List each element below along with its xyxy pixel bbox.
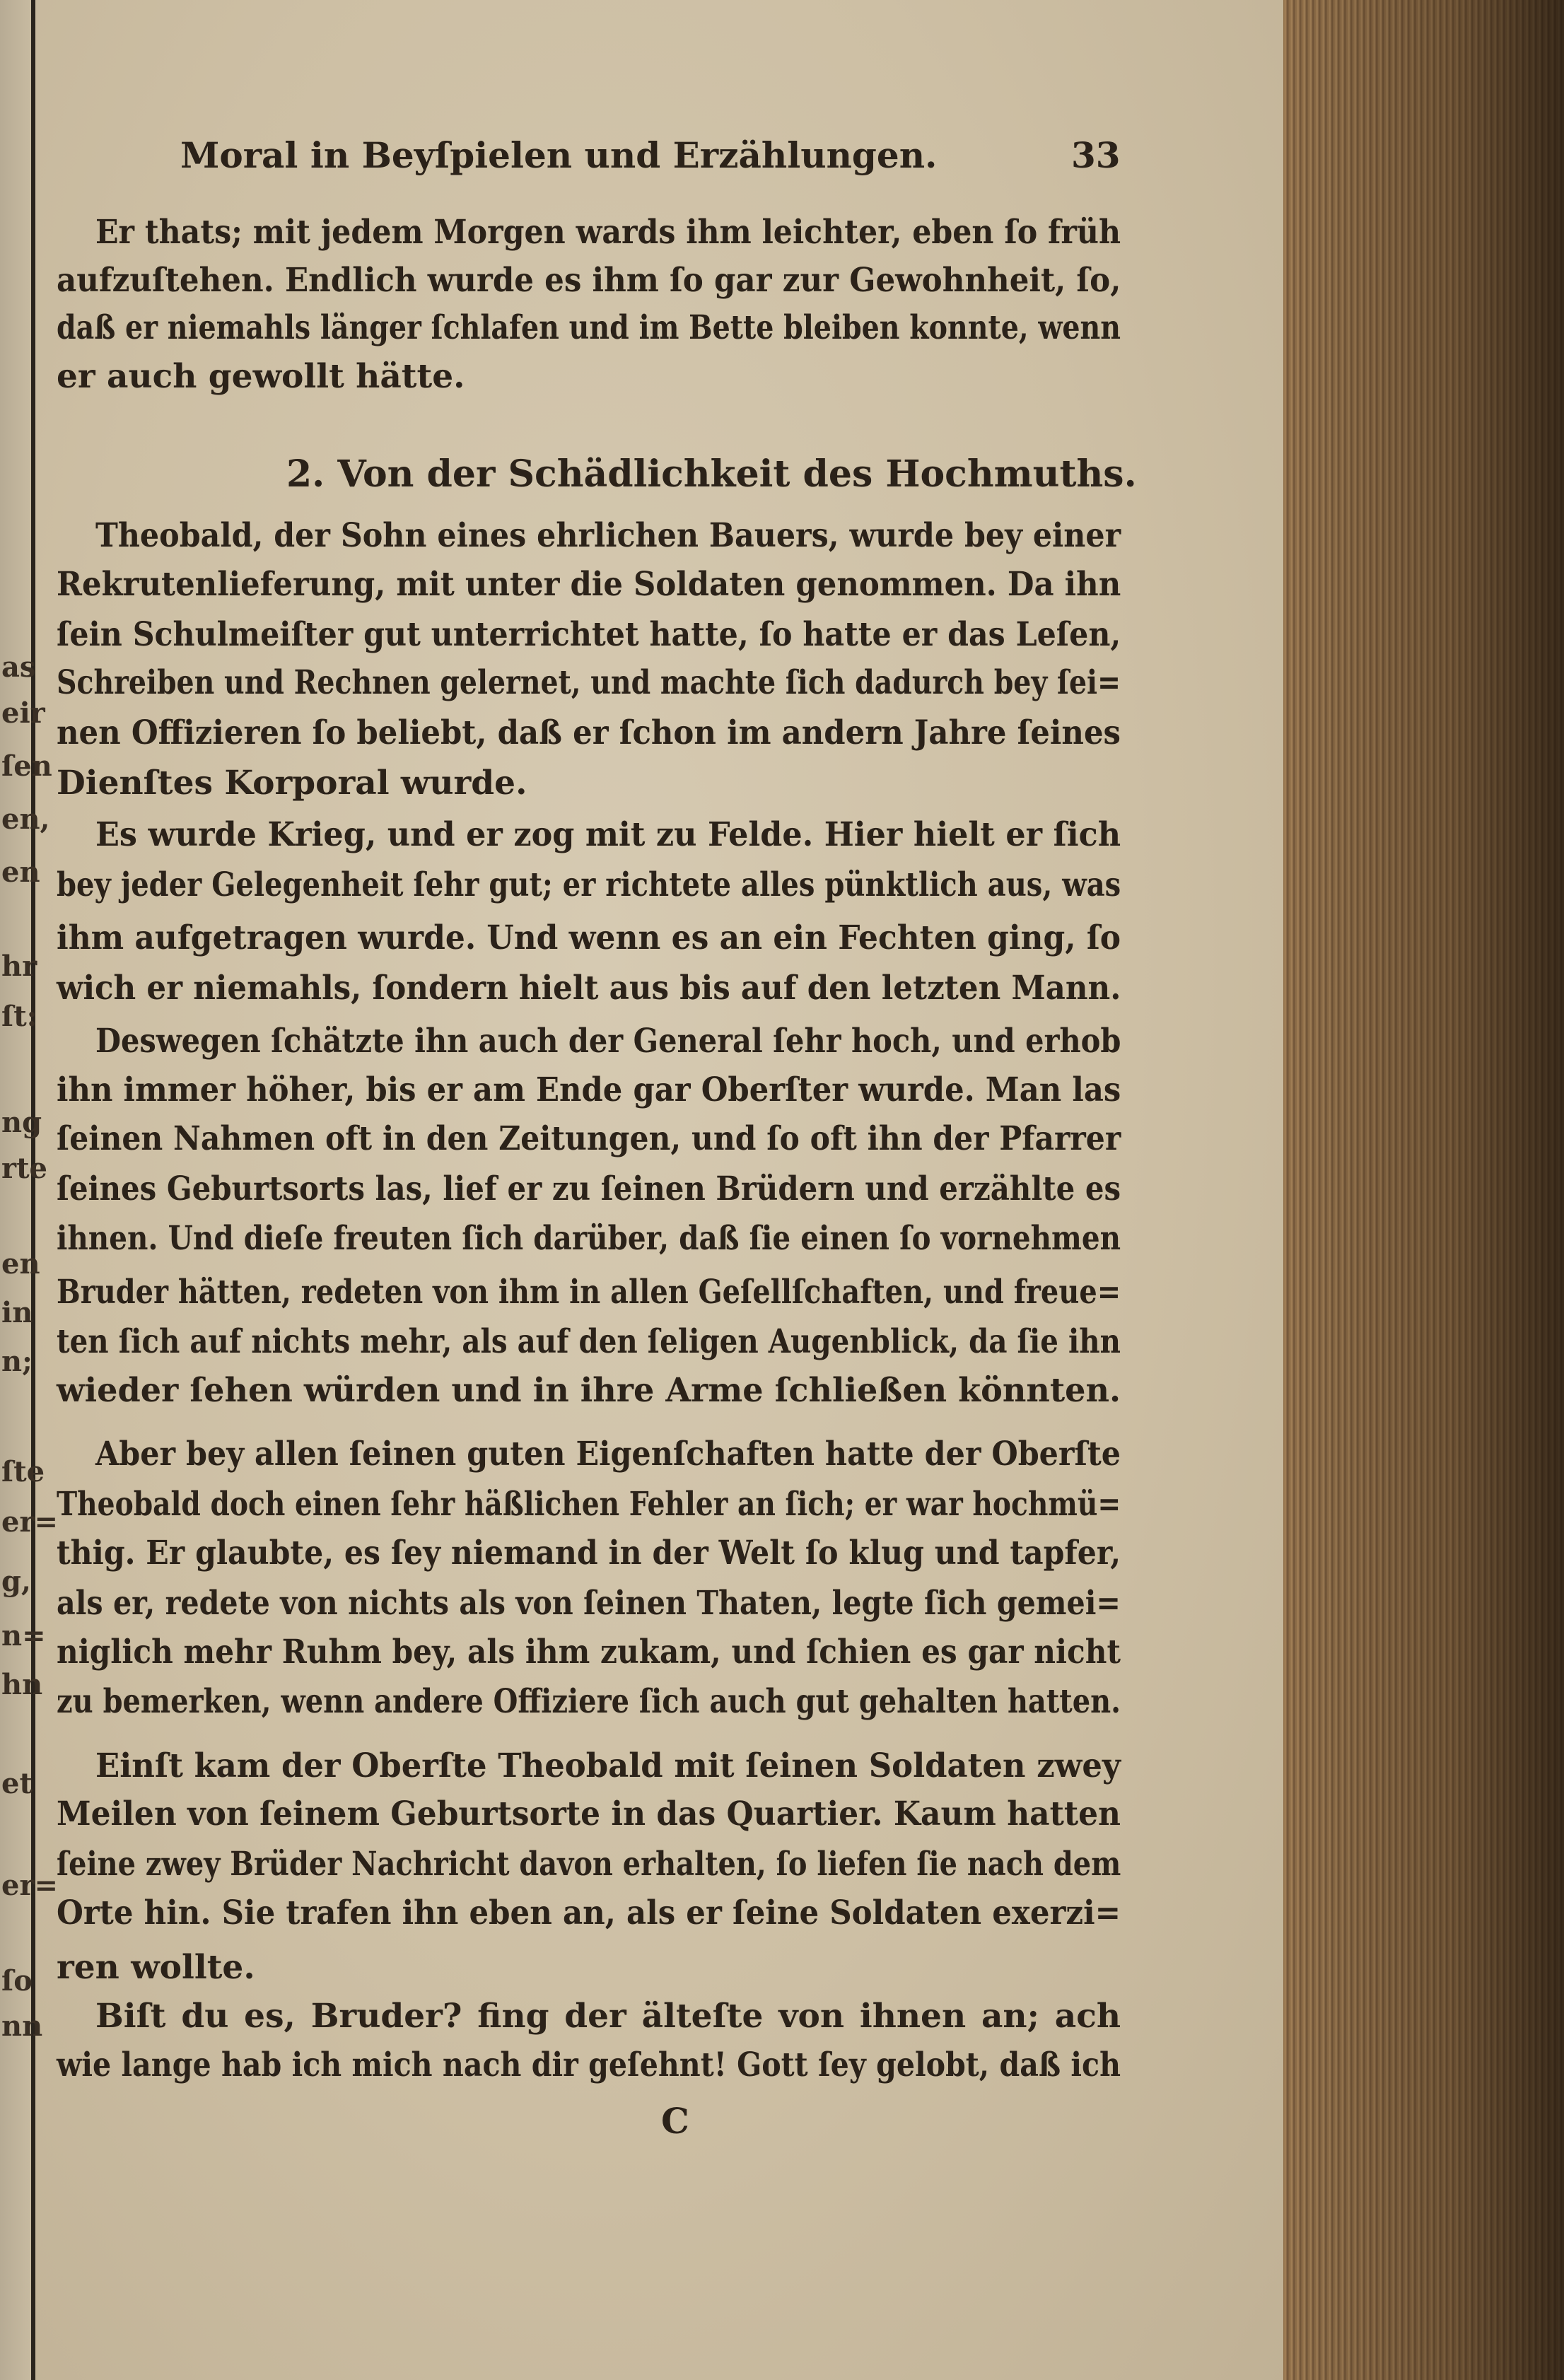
text-line: wieder ſehen würden und in ihre Arme ſchließen könnten. xyxy=(57,1371,1121,1410)
facing-page-fragment: as xyxy=(1,651,36,684)
page-number: 33 xyxy=(1071,134,1121,176)
facing-page-fragment: eir xyxy=(1,696,45,730)
text-line: Schreiben und Rechnen gelernet, und machte ſich dadurch bey ſei= xyxy=(57,663,1121,702)
facing-page-fragment: n; xyxy=(1,1345,33,1378)
text-line: aufzuſtehen. Endlich wurde es ihm ſo gar zur Gewohnheit, ſo, xyxy=(57,261,1121,300)
text-line: er auch gewollt hätte. xyxy=(57,357,465,396)
facing-page-fragment: hn xyxy=(1,1668,43,1701)
text-line: bey jeder Gelegenheit ſehr gut; er richtete alles pünktlich aus, was xyxy=(57,865,1121,904)
page-block-edges xyxy=(1283,0,1564,2380)
text-line: nen Offizieren ſo beliebt, daß er ſchon im andern Jahre ſeines xyxy=(57,713,1121,752)
text-line: ihn immer höher, bis er am Ende gar Oberſter wurde. Man las xyxy=(57,1071,1121,1109)
facing-page-fragment: er= xyxy=(1,1869,59,1902)
facing-page-fragment: en xyxy=(1,856,40,889)
text-line: thig. Er glaubte, es ſey niemand in der Welt ſo klug und tapfer, xyxy=(57,1534,1121,1573)
facing-page-fragment: n= xyxy=(1,1619,46,1652)
facing-page-fragment: ſte xyxy=(1,1455,45,1488)
text-line: Theobald doch einen ſehr häßlichen Fehler an ſich; er war hochmü= xyxy=(57,1485,1121,1524)
text-line: zu bemerken, wenn andere Offiziere ſich auch gut gehalten hatten. xyxy=(57,1682,1121,1721)
text-line: Biſt du es, Bruder? fing der älteſte von ihnen an; ach xyxy=(95,1997,1121,2036)
text-line: niglich mehr Ruhm bey, als ihm zukam, und ſchien es gar nicht xyxy=(57,1633,1121,1672)
facing-page-fragment: ſen xyxy=(1,749,52,783)
facing-page-fragment: et xyxy=(1,1767,33,1800)
facing-page-fragment: ſt: xyxy=(1,1000,37,1033)
facing-page-fragment: rte xyxy=(1,1152,47,1185)
facing-page-fragment: ng xyxy=(1,1106,42,1139)
text-line: ren wollte. xyxy=(57,1948,255,1987)
text-line: ten ſich auf nichts mehr, als auf den ſeligen Augenblick, da ſie ihn xyxy=(57,1322,1121,1361)
facing-page-fragment: g, xyxy=(1,1565,31,1598)
section-heading: 2. Von der Schädlichkeit des Hochmuths. xyxy=(286,453,1137,496)
facing-page-fragment: en xyxy=(1,1247,40,1281)
text-line: Orte hin. Sie trafen ihn eben an, als er ſeine Soldaten exerzi= xyxy=(57,1894,1121,1932)
text-line: als er, redete von nichts als von ſeinen Thaten, legte ſich gemei= xyxy=(57,1584,1121,1623)
text-line: daß er niemahls länger ſchlafen und im Bette bleiben konnte, wenn xyxy=(57,308,1121,347)
text-line: Aber bey allen ſeinen guten Eigenſchaften hatte der Oberſte xyxy=(95,1435,1121,1474)
text-line: ſeinen Nahmen oft in den Zeitungen, und ſo oft ihn der Pfarrer xyxy=(57,1119,1121,1158)
facing-page-fragment: hr xyxy=(1,950,37,983)
text-line: Theobald, der Sohn eines ehrlichen Bauers, wurde bey einer xyxy=(95,516,1121,555)
text-line: Bruder hätten, redeten von ihm in allen Geſellſchaften, und freue= xyxy=(57,1273,1121,1312)
text-line: ihm aufgetragen wurde. Und wenn es an ein Fechten ging, ſo xyxy=(57,918,1121,957)
text-line: Es wurde Krieg, und er zog mit zu Felde. Hier hielt er ſich xyxy=(95,815,1121,854)
facing-page-fragment: er= xyxy=(1,1505,59,1539)
facing-page-fragment: nn xyxy=(1,2009,43,2043)
text-line: Rekrutenlieferung, mit unter die Soldaten genommen. Da ihn xyxy=(57,565,1121,604)
text-line: ihnen. Und dieſe freuten ſich darüber, daß ſie einen ſo vornehmen xyxy=(57,1219,1121,1258)
text-line: ſeines Geburtsorts las, lief er zu ſeinen Brüdern und erzählte es xyxy=(57,1169,1121,1208)
text-line: ſein Schulmeiſter gut unterrichtet hatte, ſo hatte er das Leſen, xyxy=(57,615,1121,654)
text-line: Meilen von ſeinem Geburtsorte in das Quartier. Kaum hatten xyxy=(57,1795,1121,1833)
facing-page-fragment: en, xyxy=(1,803,50,836)
facing-page-fragment: in xyxy=(1,1296,33,1329)
text-line: wie lange hab ich mich nach dir geſehnt! Gott ſey gelobt, daß ich xyxy=(57,2046,1121,2084)
signature-mark: C xyxy=(661,2100,689,2142)
text-line: Dienſtes Korporal wurde. xyxy=(57,764,527,803)
text-line: wich er niemahls, ſondern hielt aus bis auf den letzten Mann. xyxy=(57,969,1121,1008)
text-line: ſeine zwey Brüder Nachricht davon erhalten, ſo liefen ſie nach dem xyxy=(57,1845,1121,1884)
text-line: Er thats; mit jedem Morgen wards ihm leichter, eben ſo früh xyxy=(95,213,1121,252)
text-line: Einſt kam der Oberſte Theobald mit ſeinen Soldaten zwey xyxy=(95,1746,1121,1785)
facing-page-fragment: ſo xyxy=(1,1964,33,1997)
running-header: Moral in Beyſpielen und Erzählungen. xyxy=(180,134,938,176)
text-line: Deswegen ſchätzte ihn auch der General ſehr hoch, und erhob xyxy=(95,1022,1121,1061)
